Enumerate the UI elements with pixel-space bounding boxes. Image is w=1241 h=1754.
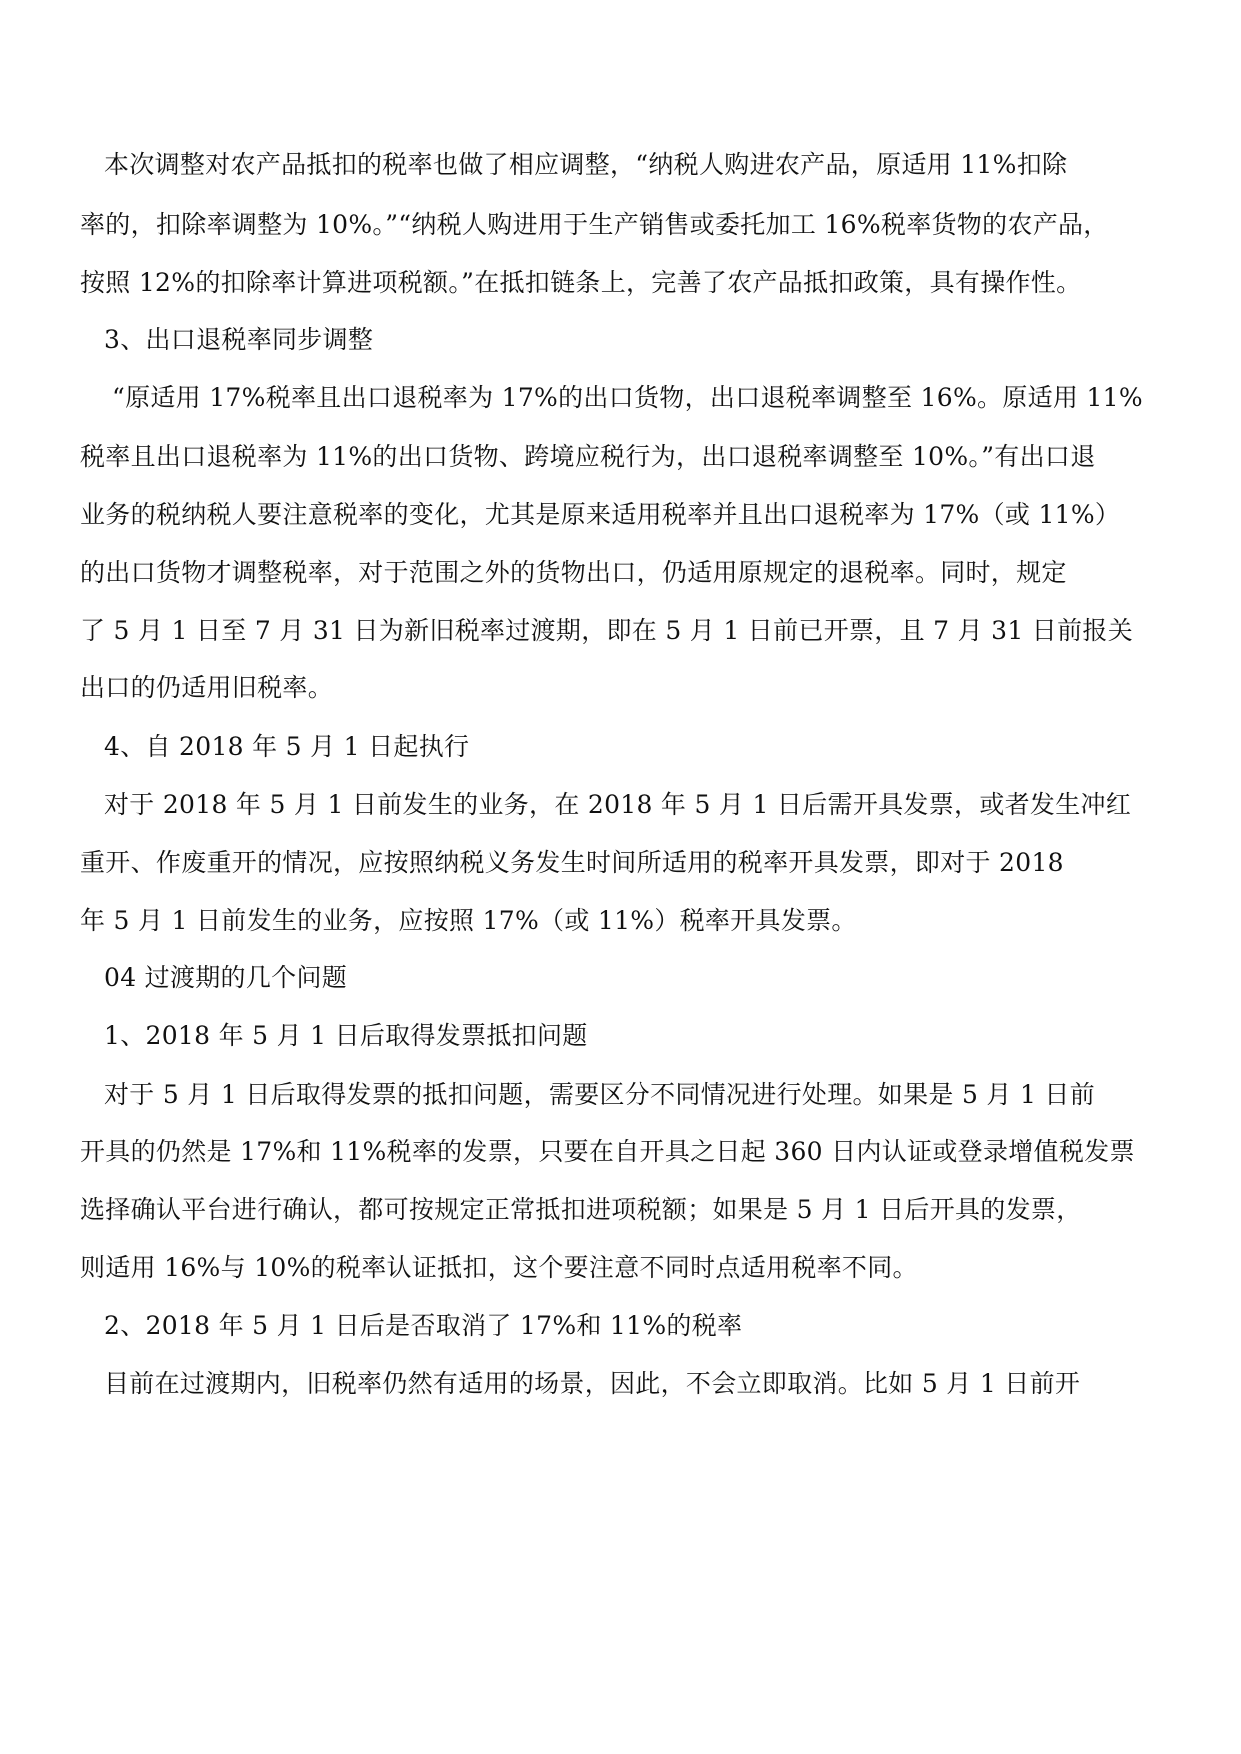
paragraph-line: 对于 5 月 1 日后取得发票的抵扣问题，需要区分不同情况进行处理。如果是 5 月 1 日前 [104,1080,1095,1109]
paragraph-line: 业务的税纳税人要注意税率的变化，尤其是原来适用税率并且出口退税率为 17%（或 11%） [80,500,1121,529]
paragraph-line: 本次调整对农产品抵扣的税率也做了相应调整，“纳税人购进农产品，原适用 11%扣除 [104,150,1068,179]
paragraph-line: 开具的仍然是 17%和 11%税率的发票，只要在自开具之日起 360 日内认证或登录增值税发票 [80,1137,1135,1166]
section-heading: 3、出口退税率同步调整 [104,325,374,354]
section-heading: 1、2018 年 5 月 1 日后取得发票抵扣问题 [104,1021,588,1050]
paragraph-line: 年 5 月 1 日前发生的业务，应按照 17%（或 11%）税率开具发票。 [80,906,857,935]
paragraph-line: 按照 12%的扣除率计算进项税额。”在抵扣链条上，完善了农产品抵扣政策，具有操作性。 [80,268,1082,297]
paragraph-line: 的出口货物才调整税率，对于范围之外的货物出口，仍适用原规定的退税率。同时，规定 [80,558,1067,587]
paragraph-line: 则适用 16%与 10%的税率认证抵扣，这个要注意不同时点适用税率不同。 [80,1253,918,1282]
paragraph-line: 对于 2018 年 5 月 1 日前发生的业务，在 2018 年 5 月 1 日后需开具发票，或者发生冲红 [104,790,1132,819]
paragraph-line: “原适用 17%税率且出口退税率为 17%的出口货物，出口退税率调整至 16%。原适用 11% [112,383,1143,412]
paragraph-line: 税率且出口退税率为 11%的出口货物、跨境应税行为，出口退税率调整至 10%。”有出口退 [80,442,1096,471]
section-heading: 4、自 2018 年 5 月 1 日起执行 [104,732,470,761]
paragraph-line: 选择确认平台进行确认，都可按规定正常抵扣进项税额；如果是 5 月 1 日后开具的发票， [80,1195,1082,1224]
paragraph-line: 重开、作废重开的情况，应按照纳税义务发生时间所适用的税率开具发票，即对于 2018 [80,848,1064,877]
paragraph-line: 目前在过渡期内，旧税率仍然有适用的场景，因此，不会立即取消。比如 5 月 1 日前开 [104,1369,1081,1398]
section-heading: 04 过渡期的几个问题 [104,963,348,992]
section-heading: 2、2018 年 5 月 1 日后是否取消了 17%和 11%的税率 [104,1311,743,1340]
paragraph-line: 了 5 月 1 日至 7 月 31 日为新旧税率过渡期，即在 5 月 1 日前已开票，且 7 月 31 日前报关 [80,616,1134,645]
paragraph-line: 出口的仍适用旧税率。 [80,673,334,702]
paragraph-line: 率的，扣除率调整为 10%。”“纳税人购进用于生产销售或委托加工 16%税率货物的农产品， [80,210,1109,239]
